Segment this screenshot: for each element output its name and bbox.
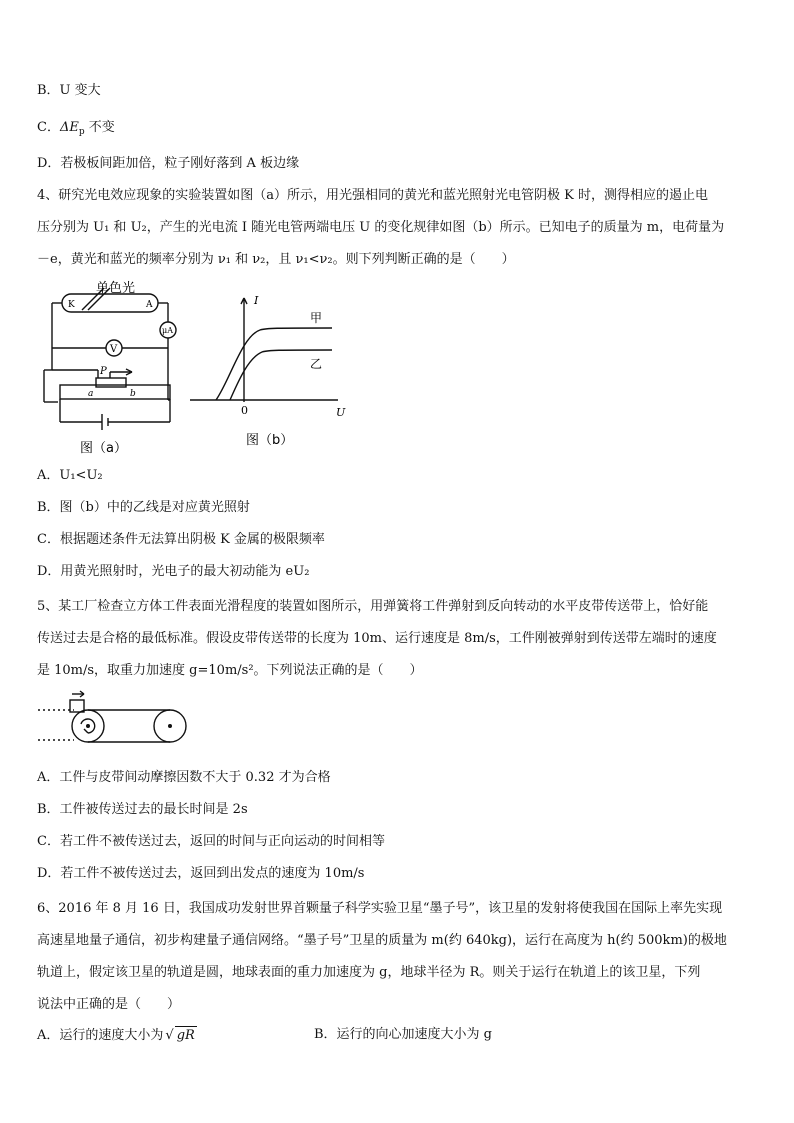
q6-stem-line: 6、2016 年 8 月 16 日，我国成功发射世界首颗量子科学实验卫星“墨子号”，该卫星的发射将使我国在国际上率先实现	[37, 901, 723, 916]
q4-option-c: C．根据题述条件无法算出阴极 K 金属的极限频率	[37, 532, 325, 547]
label-i: I	[254, 294, 259, 307]
phototube	[62, 294, 158, 312]
label-a-end: a	[88, 389, 94, 399]
label-k: K	[68, 300, 75, 310]
label-light: 单色光	[96, 281, 136, 296]
label-u: U	[336, 406, 346, 419]
q6-option-a-prefix: A．运行的速度大小为	[37, 1028, 164, 1043]
q3-option-b: B．U 变大	[37, 83, 101, 98]
q5-option-a: A．工件与皮带间动摩擦因数不大于 0.32 才为合格	[37, 770, 331, 785]
q4-figure-b	[186, 290, 346, 450]
label-jia: 甲	[310, 311, 323, 325]
q3-option-c-sub: p	[78, 127, 85, 137]
q4-figure-a	[38, 280, 188, 455]
caption-b: 图（b）	[246, 433, 294, 448]
caption-a: 图（a）	[80, 441, 127, 455]
q3-option-d: D．若极板间距加倍，粒子刚好落到 A 板边缘	[37, 156, 300, 171]
q3-option-c-prefix: C．	[37, 120, 60, 135]
q5-stem-line: 是 10m/s，取重力加速度 g=10m/s²。下列说法正确的是（ ）	[37, 663, 423, 678]
q5-option-c: C．若工件不被传送过去，返回的时间与正向运动的时间相等	[37, 834, 385, 849]
label-b-end: b	[130, 389, 136, 399]
label-p: P	[100, 366, 107, 377]
q6-stem-line: 高速星地量子通信，初步构建量子通信网络。“墨子号”卫星的质量为 m(约 640kg)，运行在高度为 h(约 500km)的极地	[37, 933, 727, 948]
q6-option-a	[37, 1026, 197, 1045]
sqrt-sign: √	[165, 1028, 174, 1043]
q4-stem-line: 压分别为 U₁ 和 U₂，产生的光电流 I 随光电管两端电压 U 的变化规律如图（b）所示。已知电子的质量为 m，电荷量为	[37, 220, 725, 235]
label-microammeter: μA	[162, 326, 173, 335]
left-axle	[86, 724, 90, 728]
q5-stem	[37, 591, 759, 687]
label-yi: 乙	[310, 357, 323, 371]
q6-stem	[37, 893, 759, 1021]
right-axle	[168, 724, 172, 728]
q3-option-c	[37, 119, 115, 141]
q4-stem-line: －e，黄光和蓝光的频率分别为 ν₁ 和 ν₂，且 ν₁<ν₂。则下列判断正确的是（ ）	[37, 252, 515, 267]
q6-stem-line: 说法中正确的是（ ）	[37, 997, 181, 1012]
label-voltmeter: V	[110, 344, 118, 355]
q5-option-d: D．若工件不被传送过去，返回到出发点的速度为 10m/s	[37, 866, 365, 881]
q4-stem	[37, 180, 759, 276]
q4-option-b: B．图（b）中的乙线是对应黄光照射	[37, 500, 250, 515]
q5-stem-line: 传送过去是合格的最低标准。假设皮带传送带的长度为 10m、运行速度是 8m/s，工件刚被弹射到传送带左端时的速度	[37, 631, 717, 646]
q4-option-d: D．用黄光照射时，光电子的最大初动能为 eU₂	[37, 564, 310, 579]
q3-option-c-symbol: ΔE	[59, 120, 79, 135]
label-a: A	[146, 300, 153, 310]
q6-stem-line: 轨道上，假定该卫星的轨道是圆，地球表面的重力加速度为 g，地球半径为 R。则关于运行在轨道上的该卫星，下列	[37, 965, 701, 980]
q4-option-a: A．U₁<U₂	[37, 468, 103, 483]
q6-option-b: B．运行的向心加速度大小为 g	[314, 1027, 493, 1042]
label-origin: 0	[241, 404, 248, 417]
q4-stem-line: 4、研究光电效应现象的实验装置如图（a）所示，用光强相同的黄光和蓝光照射光电管阴极 K 时，测得相应的遏止电	[37, 188, 708, 203]
q5-figure-conveyor	[38, 688, 198, 758]
q5-stem-line: 5、某工厂检查立方体工件表面光滑程度的装置如图所示，用弹簧将工件弹射到反向转动的水平皮带传送带上，恰好能	[37, 599, 709, 614]
q6-option-a-radicand: gR	[176, 1028, 195, 1043]
workpiece	[70, 700, 84, 712]
q5-option-b: B．工件被传送过去的最长时间是 2s	[37, 802, 248, 817]
q3-option-c-suffix: 不变	[84, 120, 115, 135]
